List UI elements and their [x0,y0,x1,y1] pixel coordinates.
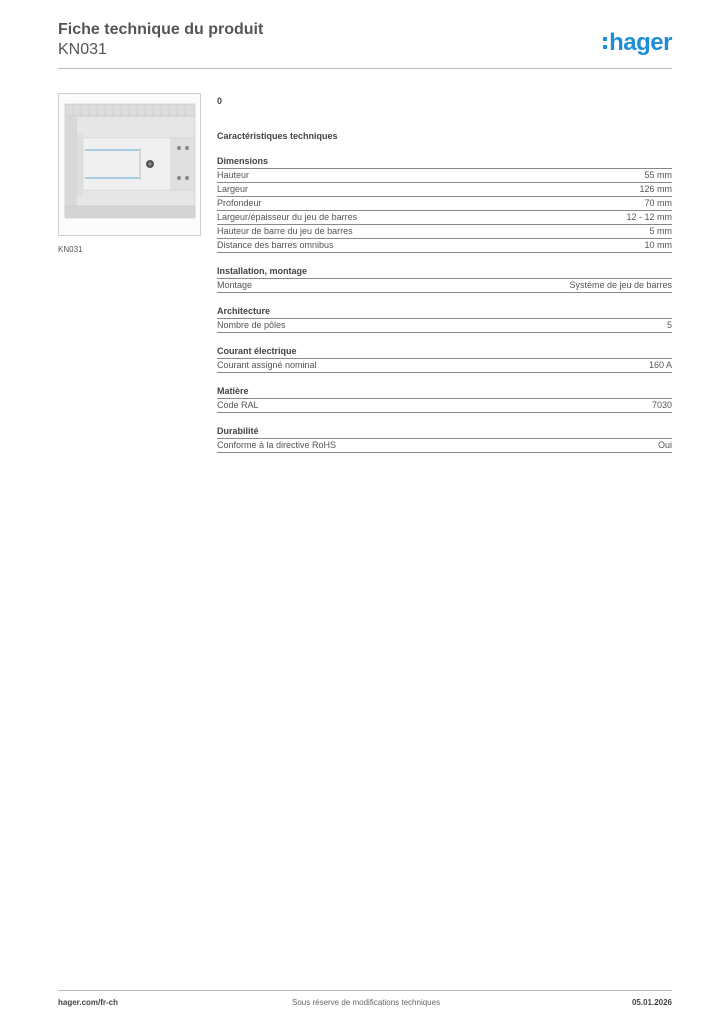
spec-row [217,239,672,253]
spec-zero-label: 0 [217,96,223,106]
spec-label: Code RAL [217,400,259,410]
section-title: Installation, montage [217,265,672,279]
section-electrical-current [217,345,672,373]
spec-label: Montage [217,280,253,290]
document-title: Fiche technique du produit [58,21,264,38]
logo-dots-icon [603,35,607,51]
spec-row [217,197,672,211]
spec-value: 12 - 12 mm [626,212,672,222]
footer-date: 05.01.2026 [631,998,672,1007]
spec-value: 70 mm [644,198,672,208]
spec-row [217,439,672,453]
footer-disclaimer: Sous réserve de modifications techniques [292,998,441,1007]
header-divider [58,68,672,69]
spec-value: 5 mm [649,226,672,236]
section-installation [217,265,672,293]
spec-value: 160 A [648,360,672,370]
spec-value: 5 [666,320,672,330]
section-material [217,385,672,413]
section-architecture [217,305,672,333]
spec-value: Oui [657,440,672,450]
spec-row [217,319,672,333]
spec-row [217,359,672,373]
spec-row [217,183,672,197]
spec-value: 55 mm [644,170,672,180]
logo-text: hager [609,29,672,56]
spec-label: Distance des barres omnibus [217,240,334,250]
specs-heading: Caractéristiques techniques [217,131,338,141]
product-image [58,93,201,236]
spec-value: 7030 [651,400,672,410]
spec-label: Hauteur [217,170,250,180]
spec-label: Conforme à la directive RoHS [217,440,337,450]
spec-value: Système de jeu de barres [569,280,672,290]
spec-row [217,225,672,239]
product-code: KN031 [58,41,107,58]
section-title: Dimensions [217,155,672,169]
busbar-module-image [59,94,200,235]
spec-label: Courant assigné nominal [217,360,317,370]
technical-specifications [217,96,672,453]
spec-label: Largeur [217,184,249,194]
spec-label: Largeur/épaisseur du jeu de barres [217,212,358,222]
section-title: Architecture [217,305,672,319]
spec-row [217,169,672,183]
spec-label: Nombre de pôles [217,320,286,330]
spec-value: 126 mm [639,184,672,194]
footer-website-link[interactable]: hager.com/fr-ch [58,998,119,1007]
section-title: Matière [217,385,672,399]
product-image-caption: KN031 [58,245,83,254]
page-header [58,20,672,60]
hager-logo [603,28,672,58]
section-dimensions [217,155,672,253]
section-sustainability [217,425,672,453]
section-title: Durabilité [217,425,672,439]
spec-row [217,279,672,293]
spec-row [217,399,672,413]
footer-divider [58,990,672,991]
spec-label: Profondeur [217,198,262,208]
spec-value: 10 mm [644,240,672,250]
spec-label: Hauteur de barre du jeu de barres [217,226,353,236]
spec-row [217,211,672,225]
section-title: Courant électrique [217,345,672,359]
